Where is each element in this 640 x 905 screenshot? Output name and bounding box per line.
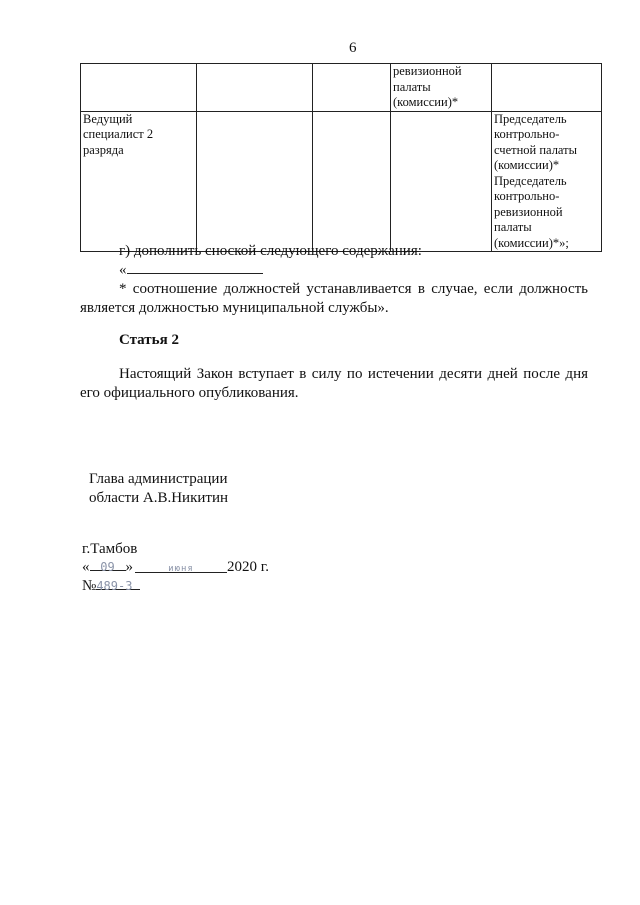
document-number — [82, 577, 140, 596]
quote-mark: « — [119, 262, 127, 278]
date-month: июня — [135, 560, 227, 573]
blank-line — [127, 261, 263, 274]
table-cell-position: Ведущий специалист 2 разряда — [81, 111, 197, 252]
table-cell — [391, 111, 492, 252]
table-row — [81, 64, 602, 112]
table-cell — [197, 111, 313, 252]
city: г.Тамбов — [82, 541, 138, 557]
date-line — [82, 558, 269, 577]
table-cell-equivalent: Председатель контрольно-счетной палаты (комиссии)* Председатель контрольно-ревизионной палаты (комиссии)*»; — [492, 111, 602, 252]
number-sign: № — [82, 578, 97, 594]
date-day: 09 — [90, 558, 126, 571]
page-number: 6 — [349, 40, 357, 56]
article-text: его официального опубликования. — [80, 385, 299, 401]
quote-mark: « — [82, 559, 90, 575]
quote-mark: » — [125, 559, 133, 575]
signature-name: области А.В.Никитин — [89, 490, 229, 506]
positions-table — [80, 63, 602, 252]
signature-title: Глава администрации — [89, 471, 228, 487]
article-text: Настоящий Закон вступает в силу по истечении десяти дней после дня — [119, 366, 588, 382]
table-cell — [492, 64, 602, 112]
number-value: 489-3 — [96, 577, 140, 590]
table-cell — [81, 64, 197, 112]
table-cell — [313, 111, 391, 252]
footnote-quote-line — [119, 261, 263, 280]
table-row — [81, 111, 602, 252]
article-heading: Статья 2 — [119, 332, 179, 348]
table-cell — [197, 64, 313, 112]
footnote-line: * соотношение должностей устанавливается в случае, если должность — [119, 281, 588, 297]
table-cell: ревизионной палаты (комиссии)* — [391, 64, 492, 112]
table-cell — [313, 64, 391, 112]
footnote-line: является должностью муниципальной службы». — [80, 300, 389, 316]
amendment-intro: г) дополнить сноской следующего содержания: — [119, 243, 422, 259]
date-year: 2020 г. — [227, 559, 269, 575]
